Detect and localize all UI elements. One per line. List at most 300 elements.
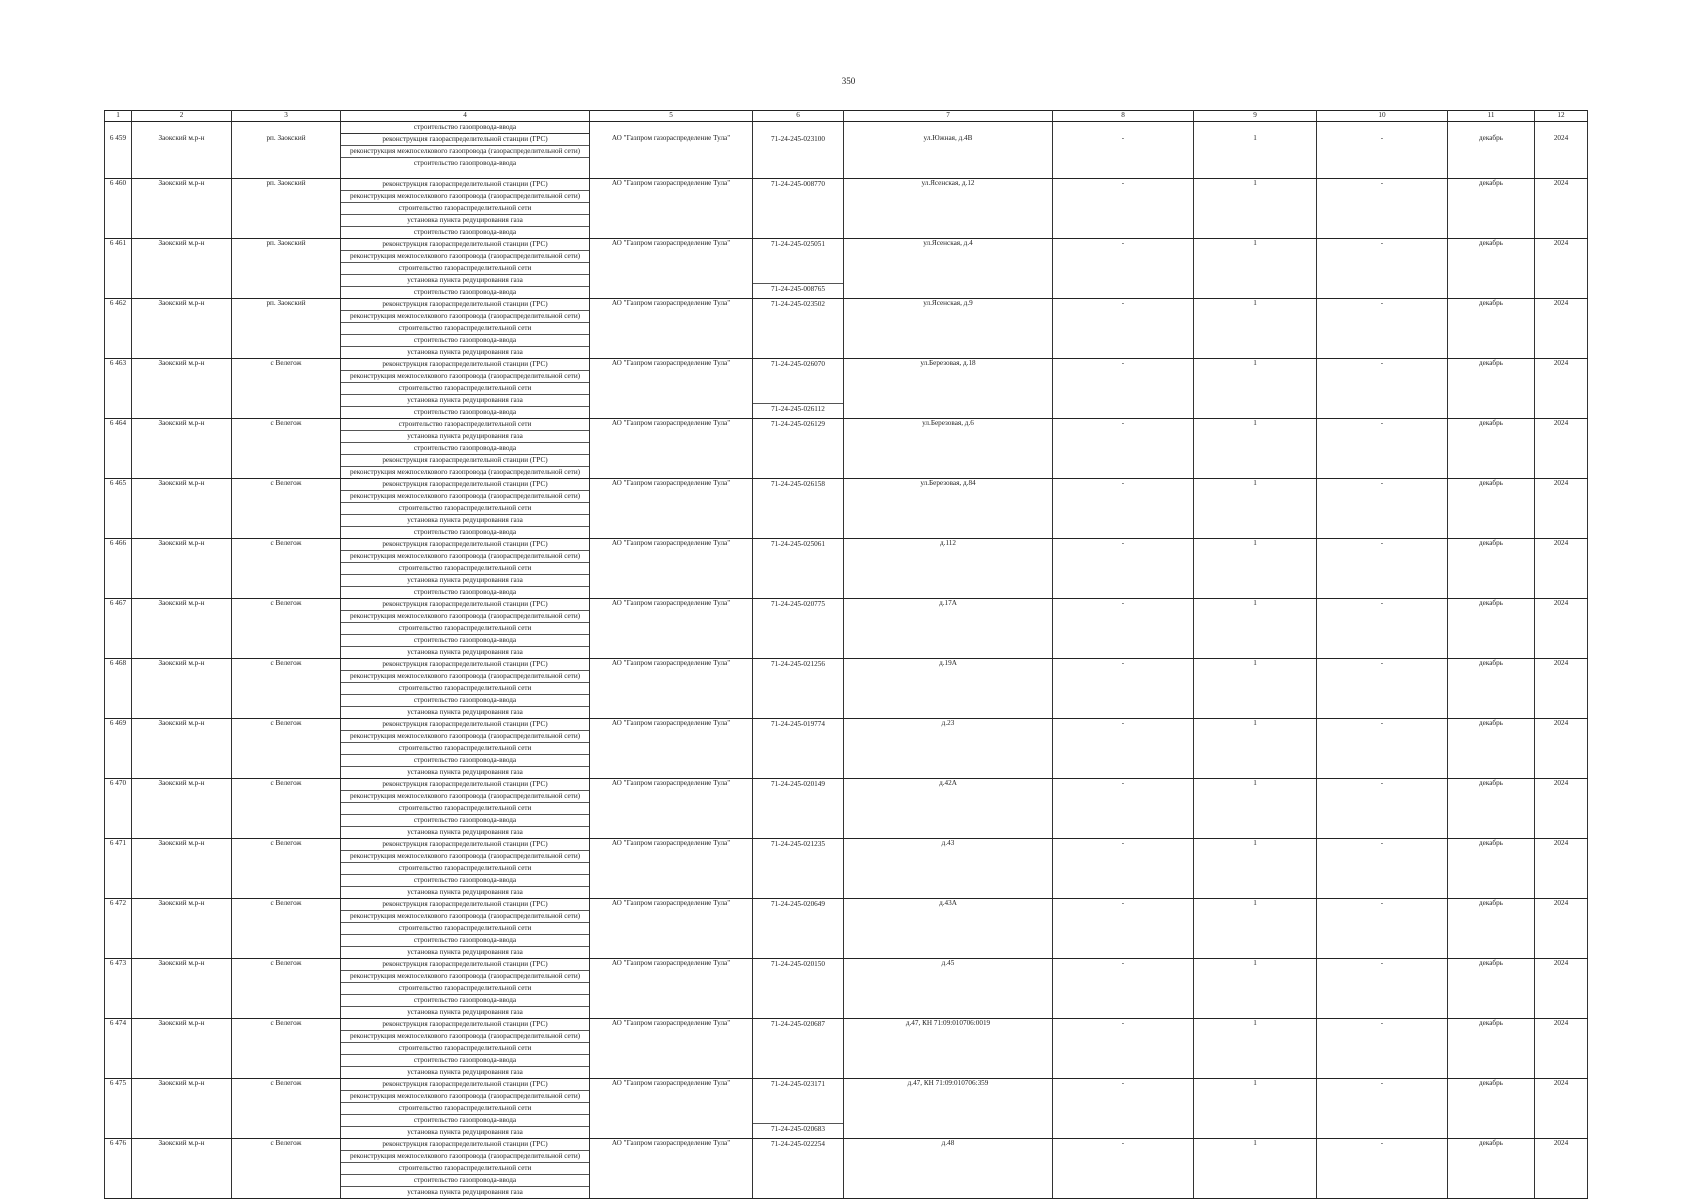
works-cell [341, 178, 590, 238]
month: декабрь [1448, 1018, 1535, 1078]
col-8-value: - [1053, 178, 1194, 238]
col-8-value: - [1053, 418, 1194, 478]
work-item: установка пункта редуцирования газа [341, 514, 589, 526]
work-item: установка пункта редуцирования газа [341, 886, 589, 898]
page-number: 350 [841, 76, 856, 86]
table-row [105, 358, 1588, 418]
col-8-value: - [1053, 134, 1194, 179]
col-8-value: - [1053, 238, 1194, 298]
col-9-value: 1 [1194, 658, 1317, 718]
district: Заокский м.р-н [132, 958, 232, 1018]
work-item: строительство газораспределительной сети [341, 322, 589, 334]
work-item: реконструкция межпоселкового газопровода (газораспределительной сети) [341, 1090, 589, 1102]
month: декабрь [1448, 958, 1535, 1018]
works-cell [341, 358, 590, 418]
work-item: реконструкция газораспределительной станции (ГРС) [382, 599, 548, 608]
month: декабрь [1448, 898, 1535, 958]
codes-cell [753, 838, 844, 898]
col-9-value: 1 [1194, 598, 1317, 658]
col-9-value: 1 [1194, 358, 1317, 418]
col-10-value: - [1317, 1078, 1448, 1138]
organization: АО "Газпром газораспределение Тула" [590, 418, 753, 478]
address: ул.Ясенская, д.12 [844, 178, 1053, 238]
row-number: 6 475 [105, 1078, 132, 1138]
work-item: реконструкция газораспределительной станции (ГРС) [382, 239, 548, 248]
organization: АО "Газпром газораспределение Тула" [590, 538, 753, 598]
organization: АО "Газпром газораспределение Тула" [590, 1018, 753, 1078]
row-number: 6 466 [105, 538, 132, 598]
work-item: установка пункта редуцирования газа [341, 826, 589, 838]
year: 2024 [1535, 1018, 1588, 1078]
header-cell: 12 [1535, 111, 1588, 122]
district: Заокский м.р-н [132, 838, 232, 898]
works-cell [341, 1138, 590, 1198]
address: д.48 [844, 1138, 1053, 1198]
application-code: 71-24-245-020150 [771, 959, 825, 968]
works-cell [341, 538, 590, 598]
work-item: строительство газопровода-ввода [341, 334, 589, 346]
works-cell [341, 658, 590, 718]
work-item: реконструкция межпоселкового газопровода (газораспределительной сети) [341, 310, 589, 322]
month: декабрь [1448, 718, 1535, 778]
work-item: установка пункта редуцирования газа [341, 274, 589, 286]
settlement: рп. Заокский [232, 178, 341, 238]
application-code: 71-24-245-023171 [771, 1079, 825, 1088]
work-item: реконструкция межпоселкового газопровода (газораспределительной сети) [341, 610, 589, 622]
codes-cell [753, 898, 844, 958]
year: 2024 [1535, 898, 1588, 958]
work-item: строительство газораспределительной сети [341, 262, 589, 274]
col-8-value: - [1053, 718, 1194, 778]
address: д.43 [844, 838, 1053, 898]
work-item: строительство газопровода-ввода [341, 934, 589, 946]
work-item: строительство газопровода-ввода [341, 814, 589, 826]
codes-cell [753, 418, 844, 478]
work-item: установка пункта редуцирования газа [341, 394, 589, 406]
work-item: строительство газопровода-ввода [341, 526, 589, 538]
district: Заокский м.р-н [132, 358, 232, 418]
year: 2024 [1535, 538, 1588, 598]
table-row [105, 1078, 1588, 1138]
header-cell: 10 [1317, 111, 1448, 122]
col-10-value: - [1317, 898, 1448, 958]
codes-cell [753, 718, 844, 778]
month: декабрь [1448, 418, 1535, 478]
settlement: с Велегож [232, 658, 341, 718]
work-item: реконструкция межпоселкового газопровода (газораспределительной сети) [341, 250, 589, 262]
application-code: 71-24-245-026070 [771, 359, 825, 368]
work-item: установка пункта редуцирования газа [341, 214, 589, 226]
district: Заокский м.р-н [132, 1018, 232, 1078]
table-row [105, 1018, 1588, 1078]
col-8-value: - [1053, 838, 1194, 898]
application-code: 71-24-245-022254 [771, 1139, 825, 1148]
works-cell [341, 478, 590, 538]
application-code: 71-24-245-020687 [771, 1019, 825, 1028]
table-row [105, 838, 1588, 898]
district: Заокский м.р-н [132, 178, 232, 238]
works-cell [341, 958, 590, 1018]
work-item: реконструкция газораспределительной станции (ГРС) [382, 1079, 548, 1088]
table-row [105, 478, 1588, 538]
row-number: 6 467 [105, 598, 132, 658]
settlement: с Велегож [232, 898, 341, 958]
month: декабрь [1448, 1138, 1535, 1198]
year: 2024 [1535, 298, 1588, 358]
work-item: реконструкция газораспределительной станции (ГРС) [382, 899, 548, 908]
application-code: 71-24-245-020683 [753, 1123, 843, 1135]
header-cell: 11 [1448, 111, 1535, 122]
application-code: 71-24-245-021235 [771, 839, 825, 848]
work-item: реконструкция межпоселкового газопровода (газораспределительной сети) [341, 466, 589, 478]
table-row [105, 598, 1588, 658]
row-number: 6 461 [105, 238, 132, 298]
work-item: строительство газопровода-ввода [341, 406, 589, 418]
work-item: строительство газораспределительной сети [398, 419, 532, 428]
application-code: 71-24-245-019774 [771, 719, 825, 728]
col-10-value: - [1317, 178, 1448, 238]
work-item: реконструкция межпоселкового газопровода (газораспределительной сети) [341, 370, 589, 382]
settlement: с Велегож [232, 538, 341, 598]
row-number: 6 468 [105, 658, 132, 718]
table-row [105, 898, 1588, 958]
work-item: строительство газораспределительной сети [341, 862, 589, 874]
row-number: 6 471 [105, 838, 132, 898]
col-9-value: 1 [1194, 958, 1317, 1018]
work-item: строительство газопровода-ввода [341, 226, 589, 238]
address: ул.Ясенская, д.4 [844, 238, 1053, 298]
work-item: строительство газопровода-ввода [341, 1054, 589, 1066]
year: 2024 [1535, 958, 1588, 1018]
address: д.23 [844, 718, 1053, 778]
work-item: реконструкция межпоселкового газопровода (газораспределительной сети) [341, 145, 589, 157]
settlement: с Велегож [232, 718, 341, 778]
row-number: 6 460 [105, 178, 132, 238]
row-number: 6 463 [105, 358, 132, 418]
organization: АО "Газпром газораспределение Тула" [590, 718, 753, 778]
col-8-value: - [1053, 538, 1194, 598]
codes-cell [753, 658, 844, 718]
year: 2024 [1535, 358, 1588, 418]
work-item: реконструкция межпоселкового газопровода (газораспределительной сети) [341, 190, 589, 202]
application-code: 71-24-245-020149 [771, 779, 825, 788]
col-8-value: - [1053, 358, 1194, 418]
work-item: реконструкция газораспределительной станции (ГРС) [382, 179, 548, 188]
works-cell [341, 718, 590, 778]
work-item: установка пункта редуцирования газа [341, 1186, 589, 1198]
work-item: строительство газораспределительной сети [341, 502, 589, 514]
work-item: реконструкция газораспределительной станции (ГРС) [382, 839, 548, 848]
work-item: реконструкция межпоселкового газопровода (газораспределительной сети) [341, 1150, 589, 1162]
row-number: 6 462 [105, 298, 132, 358]
work-item: строительство газораспределительной сети [341, 682, 589, 694]
settlement: с Велегож [232, 598, 341, 658]
application-code: 71-24-245-021256 [771, 659, 825, 668]
work-item: установка пункта редуцирования газа [341, 646, 589, 658]
table-row [105, 178, 1588, 238]
column-number-header [105, 111, 1588, 122]
col-10-value: - [1317, 538, 1448, 598]
work-item: строительство газораспределительной сети [341, 622, 589, 634]
address: д.47, КН 71:09:010706:0019 [844, 1018, 1053, 1078]
settlement: с Велегож [232, 958, 341, 1018]
codes-cell [753, 958, 844, 1018]
address: ул.Южная, д.4В [844, 134, 1053, 179]
year: 2024 [1535, 1078, 1588, 1138]
organization: АО "Газпром газораспределение Тула" [590, 598, 753, 658]
application-code: 71-24-245-025061 [771, 539, 825, 548]
work-item: строительство газопровода-ввода [341, 1174, 589, 1186]
work-item: установка пункта редуцирования газа [341, 706, 589, 718]
codes-cell [753, 478, 844, 538]
settlement: рп. Заокский [232, 298, 341, 358]
organization: АО "Газпром газораспределение Тула" [590, 298, 753, 358]
settlement: с Велегож [232, 778, 341, 838]
work-item: установка пункта редуцирования газа [341, 1006, 589, 1018]
codes-cell [753, 1078, 844, 1138]
work-item: строительство газопровода-ввода [341, 874, 589, 886]
year: 2024 [1535, 238, 1588, 298]
month: декабрь [1448, 238, 1535, 298]
col-10-value: - [1317, 778, 1448, 838]
header-cell: 3 [232, 111, 341, 122]
works-cell [341, 898, 590, 958]
codes-cell [753, 598, 844, 658]
table-row [105, 538, 1588, 598]
month: декабрь [1448, 598, 1535, 658]
header-cell: 7 [844, 111, 1053, 122]
work-item: реконструкция газораспределительной станции (ГРС) [382, 359, 548, 368]
month: декабрь [1448, 658, 1535, 718]
work-item: строительство газораспределительной сети [341, 742, 589, 754]
application-code: 71-24-245-025051 [771, 239, 825, 248]
address: д.45 [844, 958, 1053, 1018]
work-item: строительство газораспределительной сети [341, 1042, 589, 1054]
work-item: реконструкция межпоселкового газопровода (газораспределительной сети) [341, 550, 589, 562]
work-item: реконструкция газораспределительной станции (ГРС) [382, 959, 548, 968]
organization: АО "Газпром газораспределение Тула" [590, 1078, 753, 1138]
work-item: реконструкция межпоселкового газопровода (газораспределительной сети) [341, 1030, 589, 1042]
settlement: с Велегож [232, 358, 341, 418]
col-8-value: - [1053, 958, 1194, 1018]
address: д.43А [844, 898, 1053, 958]
district: Заокский м.р-н [132, 298, 232, 358]
district: Заокский м.р-н [132, 418, 232, 478]
month: декабрь [1448, 538, 1535, 598]
address: ул.Березовая, д.84 [844, 478, 1053, 538]
district: Заокский м.р-н [132, 478, 232, 538]
organization: АО "Газпром газораспределение Тула" [590, 238, 753, 298]
work-item: установка пункта редуцирования газа [341, 1066, 589, 1078]
header-cell: 2 [132, 111, 232, 122]
col-10-value: - [1317, 358, 1448, 418]
col-10-value: - [1317, 838, 1448, 898]
address: д.112 [844, 538, 1053, 598]
work-item: строительство газопровода-ввода [341, 286, 589, 298]
col-8-value: - [1053, 898, 1194, 958]
year: 2024 [1535, 838, 1588, 898]
header-cell: 4 [341, 111, 590, 122]
col-9-value: 1 [1194, 1018, 1317, 1078]
works-cell [341, 134, 590, 179]
district: Заокский м.р-н [132, 898, 232, 958]
work-item: строительство газопровода-ввода [341, 694, 589, 706]
row-number: 6 465 [105, 478, 132, 538]
year: 2024 [1535, 658, 1588, 718]
work-item: строительство газораспределительной сети [341, 802, 589, 814]
col-8-value: - [1053, 478, 1194, 538]
works-cell [341, 838, 590, 898]
district: Заокский м.р-н [132, 598, 232, 658]
codes-cell [753, 778, 844, 838]
col-9-value: 1 [1194, 538, 1317, 598]
col-9-value: 1 [1194, 478, 1317, 538]
application-code: 71-24-245-026129 [771, 419, 825, 428]
col-10-value: - [1317, 418, 1448, 478]
district: Заокский м.р-н [132, 658, 232, 718]
application-code: 71-24-245-023100 [771, 134, 825, 143]
col-9-value: 1 [1194, 1078, 1317, 1138]
organization: АО "Газпром газораспределение Тула" [590, 178, 753, 238]
application-code: 71-24-245-026158 [771, 479, 825, 488]
table-row [105, 134, 1588, 179]
col-9-value: 1 [1194, 298, 1317, 358]
codes-cell [753, 538, 844, 598]
col-9-value: 1 [1194, 718, 1317, 778]
application-code: 71-24-245-008770 [771, 179, 825, 188]
organization: АО "Газпром газораспределение Тула" [590, 838, 753, 898]
district: Заокский м.р-н [132, 238, 232, 298]
work-item: реконструкция газораспределительной станции (ГРС) [382, 1139, 548, 1148]
work-item: реконструкция газораспределительной станции (ГРС) [382, 779, 548, 788]
district: Заокский м.р-н [132, 718, 232, 778]
year: 2024 [1535, 778, 1588, 838]
settlement: с Велегож [232, 1138, 341, 1198]
col-9-value: 1 [1194, 134, 1317, 179]
settlement: с Велегож [232, 838, 341, 898]
month: декабрь [1448, 298, 1535, 358]
col-10-value: - [1317, 298, 1448, 358]
table-row [105, 298, 1588, 358]
header-cell: 9 [1194, 111, 1317, 122]
row-number: 6 472 [105, 898, 132, 958]
row-number: 6 473 [105, 958, 132, 1018]
work-item: установка пункта редуцирования газа [341, 574, 589, 586]
header-cell: 5 [590, 111, 753, 122]
organization: АО "Газпром газораспределение Тула" [590, 658, 753, 718]
col-9-value: 1 [1194, 418, 1317, 478]
organization: АО "Газпром газораспределение Тула" [590, 358, 753, 418]
table-row [105, 958, 1588, 1018]
col-9-value: 1 [1194, 838, 1317, 898]
work-item: строительство газораспределительной сети [341, 982, 589, 994]
work-item: строительство газопровода-ввода [341, 157, 589, 169]
year: 2024 [1535, 1138, 1588, 1198]
col-9-value: 1 [1194, 178, 1317, 238]
district: Заокский м.р-н [132, 538, 232, 598]
organization: АО "Газпром газораспределение Тула" [590, 898, 753, 958]
row-number: 6 476 [105, 1138, 132, 1198]
header-cell: 8 [1053, 111, 1194, 122]
codes-cell [753, 298, 844, 358]
col-8-value: - [1053, 658, 1194, 718]
application-code: 71-24-245-008765 [753, 283, 843, 295]
col-9-value: 1 [1194, 898, 1317, 958]
month: декабрь [1448, 178, 1535, 238]
codes-cell [753, 1138, 844, 1198]
month: декабрь [1448, 1078, 1535, 1138]
col-8-value: - [1053, 298, 1194, 358]
month: декабрь [1448, 478, 1535, 538]
work-item: реконструкция газораспределительной станции (ГРС) [341, 454, 589, 466]
table-row [105, 418, 1588, 478]
district: Заокский м.р-н [132, 1138, 232, 1198]
work-item: реконструкция газораспределительной станции (ГРС) [382, 659, 548, 668]
work-item: строительство газопровода-ввода [341, 1114, 589, 1126]
work-item: реконструкция газораспределительной станции (ГРС) [382, 135, 548, 143]
district: Заокский м.р-н [132, 1078, 232, 1138]
settlement: с Велегож [232, 418, 341, 478]
organization: АО "Газпром газораспределение Тула" [590, 778, 753, 838]
month: декабрь [1448, 778, 1535, 838]
carry-over-work: строительство газопровода-ввода [413, 123, 517, 131]
work-item: установка пункта редуцирования газа [341, 430, 589, 442]
work-item: реконструкция межпоселкового газопровода (газораспределительной сети) [341, 910, 589, 922]
work-item: реконструкция газораспределительной станции (ГРС) [382, 539, 548, 548]
col-10-value: - [1317, 598, 1448, 658]
col-10-value: - [1317, 1018, 1448, 1078]
settlement: с Велегож [232, 478, 341, 538]
work-item: строительство газораспределительной сети [341, 1102, 589, 1114]
col-9-value: 1 [1194, 238, 1317, 298]
col-10-value: - [1317, 718, 1448, 778]
col-8-value: - [1053, 598, 1194, 658]
work-item: строительство газопровода-ввода [341, 586, 589, 598]
address: ул.Березовая, д.18 [844, 358, 1053, 418]
address: д.17А [844, 598, 1053, 658]
work-item: реконструкция газораспределительной станции (ГРС) [382, 1019, 548, 1028]
application-code: 71-24-245-020775 [771, 599, 825, 608]
work-item: реконструкция межпоселкового газопровода (газораспределительной сети) [341, 970, 589, 982]
organization: АО "Газпром газораспределение Тула" [590, 958, 753, 1018]
address: д.47, КН 71:09:010706:359 [844, 1078, 1053, 1138]
col-8-value: - [1053, 1018, 1194, 1078]
address: д.42А [844, 778, 1053, 838]
col-10-value: - [1317, 134, 1448, 179]
table-row [105, 1138, 1588, 1198]
works-cell [341, 1018, 590, 1078]
year: 2024 [1535, 598, 1588, 658]
work-item: строительство газопровода-ввода [341, 994, 589, 1006]
work-item: реконструкция межпоселкового газопровода (газораспределительной сети) [341, 730, 589, 742]
header-cell: 6 [753, 111, 844, 122]
year: 2024 [1535, 718, 1588, 778]
col-10-value: - [1317, 1138, 1448, 1198]
codes-cell [753, 238, 844, 298]
work-item: установка пункта редуцирования газа [341, 946, 589, 958]
codes-cell [753, 178, 844, 238]
table-row [105, 778, 1588, 838]
works-cell [341, 598, 590, 658]
table-row [105, 718, 1588, 778]
month: декабрь [1448, 838, 1535, 898]
work-item: установка пункта редуцирования газа [341, 1126, 589, 1138]
work-item: реконструкция межпоселкового газопровода (газораспределительной сети) [341, 670, 589, 682]
codes-cell [753, 1018, 844, 1078]
col-8-value: - [1053, 778, 1194, 838]
address: ул.Березовая, д.6 [844, 418, 1053, 478]
row-number: 6 464 [105, 418, 132, 478]
